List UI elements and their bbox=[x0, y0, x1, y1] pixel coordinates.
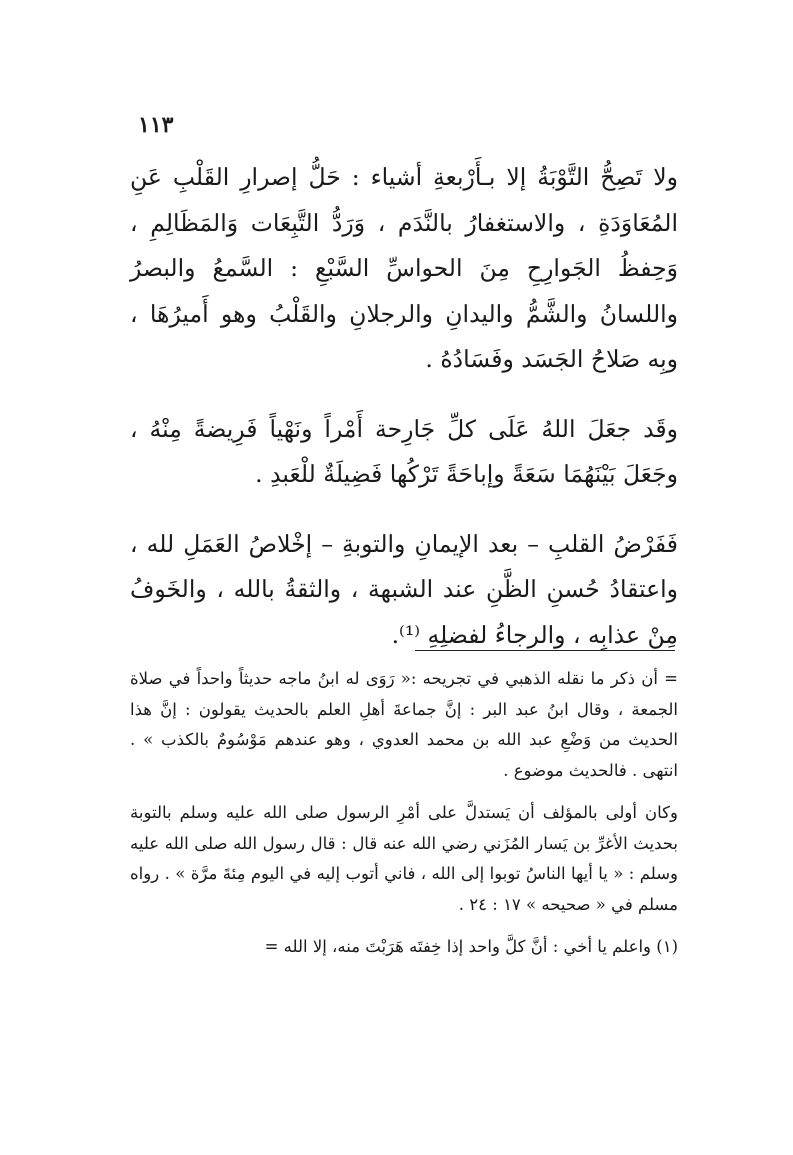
footnote-1: (١) واعلم يا أخي : أنَّ كلَّ واحد إذا خِفتَه هَرَبْتَ منه، إلا الله = bbox=[264, 937, 678, 956]
footnote-paragraph: وكان أولى بالمؤلف أن يَستدلَّ على أمْرِ الرسول صلى الله عليه وسلم بالتوبة بحديث الأغرِّ بن يَسار المُزَني رضي الله عنه قال : قال رسول الله صلى الله عليه وسلم : « يا أيها الناسُ توبوا إلى الله ، فاني أتوب إليه في اليوم مِئةَ مرَّة » . رواه مسلم في « صحيحه » ١٧ : ٢٤ . bbox=[130, 803, 678, 914]
page-number: ١١٣ bbox=[138, 112, 174, 138]
footnotes bbox=[130, 664, 678, 975]
footnote-continuation: = أن ذكر ما نقله الذهبي في تجريحه :« رَوَى له ابنُ ماجه حديثاً واحداً في صلاة الجمعة ، وقال ابنُ عبد البر : إنَّ جماعةَ أهلِ العلم بالحديث يقولون : إنَّ هذا الحديث من وَضْعِ عبد الله بن محمد العدوي ، وهو عندهم مَوْسُومٌ بالكذب » . انتهى . فالحديث موضوع . bbox=[130, 669, 678, 780]
main-paragraph-2: وقَد جعَلَ اللهُ عَلَى كلِّ جَارِحة أَمْراً ونَهْياً فَرِيضةً مِنْهُ ، وجَعَلَ بَيْنَهُمَا سَعَةً وإباحَةً تَرْكُها فَضِيلَةٌ للْعَبدِ . bbox=[130, 414, 678, 488]
main-paragraph-1: ولا تَصِحُّ التَّوْبَةُ إلا بـأَرْبعةِ أشياء : حَلُّ إصرارِ القَلْبِ عَنِ المُعَاوَدَةِ ، والاستغفارُ بالنَّدَم ، وَرَدُّ التَّبِعَات وَالمَظَالِمِ ، وَحِفظُ الجَوارِحِ مِنَ الحواسِّ السَّبْعِ : السَّمعُ والبصرُ واللسانُ والشَّمُّ واليدانِ والرجلانِ والقَلْبُ وهو أَميرُهَا ، وبِه صَلاحُ الجَسَد وفَسَادُهُ . bbox=[130, 163, 678, 373]
footnote-separator bbox=[415, 650, 675, 651]
main-paragraph-3: فَفَرْضُ القلبِ – بعد الإيمانِ والتوبةِ – إخْلاصُ العَمَلِ لله ، واعتقادُ حُسنِ الظَّنِ عند الشبهة ، والثقةُ بالله ، والخَوفُ مِنْ عذابِه ، والرجاءُ لفضلِهِ ⁽¹⁾. bbox=[130, 529, 678, 649]
main-text bbox=[130, 155, 678, 682]
